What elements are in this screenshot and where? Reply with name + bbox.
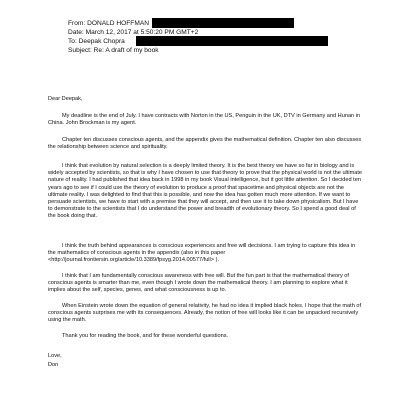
paragraph-conscious-awareness: I think that I am fundamentally conscious awareness with free will. But the fun part is that the mathematical theory of conscious agents is smarter than me, even though I wrote down the mathematical theory. I am planning to explore what it implies about the self, species, genes, and what consciousness is up to.	[48, 273, 349, 294]
paragraph-chapter-ten: Chapter ten discusses conscious agents, and the appendix gives the mathematical definition. Chapter ten also discusses the relationship between science and spirituality.	[48, 137, 362, 151]
date-line	[68, 29, 198, 36]
to-value: Deepak Chopra	[78, 38, 125, 45]
redaction-bar-from	[152, 18, 294, 28]
paragraph-thank-you: Thank you for reading the book, and for these wonderful questions.	[62, 333, 229, 339]
from-value: DONALD HOFFMAN	[87, 20, 149, 27]
date-label: Date:	[68, 29, 84, 36]
date-value: March 12, 2017 at 5:50:20 PM GMT+2	[85, 29, 199, 36]
subject-line	[68, 47, 159, 54]
redaction-bar-to	[136, 36, 328, 46]
paragraph-deadline: My deadline is the end of July. I have contracts with Norton in the US, Penguin in the UK, DTV in Germany and Hunan in China. John Brockman is my agent.	[48, 113, 361, 127]
subject-value: Re: A draft of my book	[93, 47, 159, 54]
from-line	[68, 20, 149, 27]
paragraph-einstein: When Einstein wrote down the equation of general relativity, he had no idea it implied black holes. I hope that the math of conscious agents surprises me with its consequences. Already, the notion of free will looks like it can be unpacked recursively using the math.	[48, 303, 362, 324]
subject-label: Subject:	[68, 47, 92, 54]
paragraph-truth-behind-appearances: I think the truth behind appearances is conscious experiences and free will decisions. I am trying to capture this idea in the mathematics of conscious agents in the appendix (also in this paper <http://journal.frontiersin.org/article/10.3389/fpsyg.2014.00577/full> ).	[48, 243, 356, 264]
from-label: From:	[68, 20, 86, 27]
to-label: To:	[68, 38, 77, 45]
closing: Love,	[48, 353, 62, 359]
to-line	[68, 38, 125, 45]
signature: Don	[48, 362, 59, 368]
paragraph-evolution: I think that evolution by natural selection is a deeply limited theory. It is the best theory we have so far in biology and is widely accepted by scientists, so that is why I have chosen to use that theory to prove that the physical world is not the ultimate nature of reality. I had published that idea back in 1998 in my book Visual intelligence, but it got little attention. So I decided ten years ago to see if I could use the theory of evolution to produce a proof that spacetime and physical objects are not the ultimate reality. I was delighted to find that this is possible, and now the idea has gotten much more attention. If we want to persuade scientists, we have to start with a premise that they will accept, and then use it to take down physicalism. But I have to demonstrate to the scientists that I do understand the power and breadth of evolutionary theory. So I spend a good deal of the book doing that.	[48, 163, 363, 220]
greeting: Dear Deepak,	[48, 96, 83, 102]
